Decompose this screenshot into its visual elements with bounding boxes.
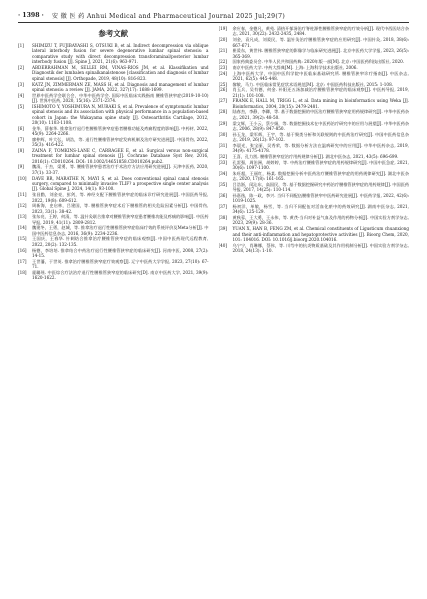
reference-item [219, 65, 410, 70]
reference-number: [25] [218, 81, 227, 87]
reference-number: [13] [18, 214, 27, 220]
reference-text: 肖玉兵，吴有德，何金. 补阳还五汤加减治疗腰椎管狭窄症的临床观察[J]. 中医药导报, 2019, 21(1): 101-108. [232, 87, 409, 98]
reference-number: [11] [18, 192, 27, 198]
reference-number: [3] [18, 81, 24, 87]
reference-number: [38] [218, 214, 227, 220]
reference-list-left [18, 43, 209, 281]
two-column-body [18, 26, 409, 591]
reference-text: ABDERRAHMAN M, SELLEI RM, VINAS-RIOS JM, et al. Klassifikation und Diagnostik der lumbalen spinalkanalstenose [classification and diagnosis of lumbar spinal stenosis] [J]. Orthopade, 2019, 48(10): 816-823. [32, 65, 209, 81]
reference-text: SHIMIZU T, FUJIBAYASHI S, OTSUKI B, et al. Indirect decompression via oblique lateral interbody fusion for severe degenerative lumbar spinal stenosis: a comparative study with direct decompression transforaminal/posterior lumbar interbody fusion [J]. Spine J, 2021, 21(6): 963-971. [32, 43, 209, 65]
reference-list-right [219, 26, 410, 254]
reference-text: ISHIMOTO Y, YOSHIMURA N, MURAKI S, et al. Prevalence of symptomatic lumbar spinal stenosis and its association with physical performance in a population-based cohort in Japan: the Wakayama spine study [J]. Osteoarthritis Cartilage, 2012, 20(10): 1103-1108. [32, 103, 209, 126]
reference-item [18, 248, 209, 259]
reference-item [219, 121, 410, 132]
reference-item [219, 48, 410, 59]
reference-item [18, 270, 209, 281]
reference-number: [31] [218, 142, 227, 148]
reference-text: 魏清，于杰，梁勇，等. 腰椎管狭窄患者治疗手术治疗方法应用研究进展[J]. 天津中医药, 2020, 37(1): 33-37. [32, 164, 209, 175]
reference-text: 王国庆，王春华. 针刺结合推拿治疗腰椎管狭窄症的临床观察[J]. 中国中医药现代远程教育, 2022, 20(2): 132-135. [32, 236, 209, 247]
reference-text: 朱旺超，王丽红，杨某. 数据挖掘分析中医药治疗腰椎管狭窄症的用药规律研究[J]. 湖北中医杂志, 2020, 17(8): 161-165. [232, 170, 409, 182]
reference-number: [5] [18, 103, 24, 109]
reference-text: ZAINA F, TOMKINS-LANE C, CARRAGEE E, et al. Surgical versus non-surgical treatment for lumbar spinal stenosis [J]. Cochrane Database Syst Rev, 2016, 2016(1): CD010264. DOI: 10.1002/14651858.CD010264.pub2. [32, 147, 209, 164]
reference-item [219, 215, 410, 226]
reference-item [18, 203, 209, 214]
reference-item [18, 93, 209, 104]
reference-text: 上海中医药大学，中国中医科学院中医临床基础研究所. 腰椎管狭窄诊疗指南[J]. 中医杂志, 2021, 62(5): 445-448. [232, 70, 409, 82]
reference-number: [32] [218, 153, 227, 159]
reference-number: [19] [218, 26, 227, 31]
reference-text: 乌宁宁，肖琳娜，蔡伟，等. 川芎中的抗炎物质基础及其作用机制分析[J]. 中国实验方剂学杂志, 2018, 24(13): 1-10. [232, 242, 409, 254]
reference-number: [33] [218, 159, 227, 165]
reference-number: [17] [18, 258, 27, 264]
reference-number: [36] [218, 192, 227, 198]
reference-number: [12] [18, 203, 27, 209]
reference-number: [21] [218, 48, 227, 54]
reference-text: 魏建冬，王勇，赵城，等. 推拿治疗退行性腰椎管狭窄症临床疗效的系统评价及Meta分析[J]. 中国中医药信息杂志, 2016, 36(9): 2234-2236. [32, 225, 209, 236]
reference-item [18, 126, 209, 137]
reference-number: [20] [218, 37, 227, 43]
left-column [18, 26, 209, 591]
reference-item [219, 226, 410, 242]
page-number: · 1398 · [18, 11, 44, 19]
reference-text: 黎敏，马力. 中医临床常见症状术语规范[M]. 北京: 中国医药科技出版社, 2015: 1-108. [232, 81, 394, 87]
reference-item [18, 43, 209, 65]
reference-text: 崔爱东，黄世伟. 腰椎管狭窄症的影像学与临床研究进展[J]. 北京中医药大学学报, 2023, 26(5): 365-369. [232, 48, 409, 59]
reference-number: [10] [18, 175, 27, 181]
reference-text: 张东亮，王婷，何清，等. 温针灸联合推拿对腰椎管狭窄症患者腰椎功能及疼痛的影响[J]. 中医药导报, 2019, 41(11): 2809-2812. [32, 214, 209, 225]
reference-number: [15] [18, 236, 27, 242]
reference-text: FRANK E, HALL M, TRIGG L, et al. Data mining in bioinformatics using Weka [J]. Bioinformatics, 2004, 20(15): 2479-2481. [232, 98, 409, 109]
reference-number: [1] [18, 43, 24, 48]
reference-number: [27] [218, 98, 227, 104]
reference-item [219, 26, 410, 37]
reference-item [18, 82, 209, 93]
reference-text: 陆春杰，李静，李卿，等. 基于数据挖掘的中医治疗腰椎管狭窄症用药规律研究[J]. 中华中医药杂志, 2021, 39(2): 48-50. [232, 109, 409, 120]
reference-text: 李晨光，张宝丽，吴秀荣，等. 数据分析方法在温病研究中的应用[J]. 中华中医药杂志, 2019, 34(9): 4175-4178. [232, 142, 409, 154]
reference-number: [22] [218, 59, 227, 65]
reference-item [219, 154, 410, 159]
reference-text: 金华，薛春华. 推拿治疗退行性腰椎管狭窄症患者腰椎功能及疼痛程度的影响[J]. 中药材, 2022, 45(9): 2264-2266. [32, 125, 209, 137]
reference-number: [9] [18, 164, 24, 170]
reference-text: 刘金，袁凡成，刘爱民，等. 温针灸治疗腰椎管狭窄症的应用研究[J]. 中国针灸, 2018, 38(6): 667-671. [232, 37, 409, 48]
reference-item [18, 225, 209, 236]
reference-text: 孙玉龙，梁军辉，王宇，等. 基于聚类分析和关联规则的中医药治疗研究[J]. 中国中医药信息杂志, 2019, 26(12): 97-102. [232, 131, 409, 143]
reference-number: [29] [218, 120, 227, 126]
reference-text: 王喜，孔力凯. 腰椎管狭窄症治疗用药规律分析[J]. 湖北中医杂志, 2021, 43(5): 696-699. [232, 153, 399, 159]
reference-number: [34] [218, 170, 227, 176]
reference-item [219, 87, 410, 98]
references-heading: 参考文献 [98, 29, 129, 38]
reference-number: [28] [218, 109, 227, 115]
reference-number: [39] [218, 226, 227, 232]
reference-item [219, 37, 410, 48]
reference-text: 世界中医药学会联合会，中华中医药学会. 国际中医临床实践指南 腰椎管狭窄症(2019-10-10)[J]. 世界中医药, 2020, 15(16): 2371-2374. [32, 92, 209, 104]
reference-item [18, 65, 209, 81]
reference-number: [35] [218, 181, 227, 187]
right-column [219, 26, 410, 591]
reference-number: [7] [18, 136, 24, 142]
reference-number: [16] [18, 247, 27, 253]
reference-item [18, 176, 209, 192]
reference-number: [24] [218, 70, 227, 76]
reference-text: 梁文辉，王小云，蔡少娟，等. 数据挖掘技术在中医药治疗研究中的应用与展望[J]. 中华中医药杂志, 2006, 28(9): 847-850. [232, 120, 409, 132]
reference-number: [30] [218, 131, 227, 137]
reference-text: 黄秋蓉，王大勇，王永伟，等. 黄芪-当归对补益气血及作用的药物分析[J]. 中国实验方剂学杂志, 2023, 29(9): 28-36. [232, 214, 409, 226]
reference-text: 杨德，李培培. 推拿结合中药治疗退行性腰椎管狭窄症的临床研究[J]. 河南中医, 2008, 27(2): 14-15. [32, 247, 209, 259]
reference-text: 廖仲辉，叶大弘，胡浩，等. 退行性腰椎管狭窄症发病机制及治疗研究进展[J]. 中国骨伤, 2022, 35(3): 416-422. [32, 136, 209, 148]
reference-item [219, 109, 410, 120]
reference-item [18, 236, 209, 247]
reference-text: KATZ JN, ZIMMERMAN ZE, MASS H, et al. Diagnosis and management of lumbar spinal stenosis: a review [J]. JAMA, 2022, 327(17): 1688-1699. [32, 81, 209, 92]
reference-text: 南京中医药大学. 中药大辞典[M]. 上海: 上海科学技术出版社, 2006. [232, 64, 358, 70]
reference-item [18, 259, 209, 270]
reference-item [18, 137, 209, 148]
reference-number: [18] [18, 269, 27, 275]
reference-item [219, 143, 410, 154]
reference-item [219, 160, 410, 171]
reference-item [219, 243, 410, 254]
reference-number: [6] [18, 125, 24, 131]
reference-item [219, 171, 410, 182]
reference-number: [37] [218, 203, 227, 209]
reference-number: [8] [18, 147, 24, 153]
reference-item [219, 59, 410, 64]
reference-text: 国家药典委员会. 中华人民共和国药典: 2020年版一部[M]. 北京: 中国医药科技出版社, 2020. [232, 59, 405, 65]
reference-item [18, 164, 209, 175]
reference-text: 孙嘉逸，陈一政，李兴. 当归不同配伍腰椎管狭窄中医药研究进展[J]. 中医药学报, 2022, 42(6): 1019-1025. [232, 192, 409, 204]
reference-item [18, 214, 209, 225]
journal-title: 安 徽 医 药 Anhui Medical and Pharmaceutical Journal 2025 Jul;29(7) [51, 12, 286, 20]
reference-item [219, 204, 410, 215]
reference-number: [23] [218, 64, 227, 70]
page-header [18, 8, 409, 23]
reference-text: YUAN X, HAN B, FENG ZM, et al. Chemical constituents of Ligusticum chuanxiong and their anti-inflammation and hepatoprotective activities [J]. Bioorg Chem, 2020, 101: 104016. DOI: 10.1016/j.bioorg.2020.104016. [232, 226, 409, 242]
reference-item [18, 148, 209, 164]
reference-text: 霍璐瑶. 中医综合疗法治疗退行性腰椎管狭窄症的临床研究[D]. 南京中医药大学, 2021, 39(9): 1620-1622. [32, 269, 209, 281]
reference-item [219, 182, 410, 193]
reference-text: 吕浩浙，闵沁东，高国民，等. 基于数据挖掘研究中药治疗腰椎管狭窄症的用药规律[J]. 中国医药导报, 2017, 14(25): 110-114. [232, 181, 409, 193]
reference-text: 王世藩，于世英. 推拿治疗腰椎管狭窄症疗效观察[J]. 辽宁中医药大学学报, 2023, 27(10): 67-71. [32, 258, 209, 270]
reference-item [219, 132, 410, 143]
reference-text: 孔雷强，周治洲，胡婷婷，等. 中药治疗腰椎管狭窄症的用药规律研究[J]. 中国中医急症, 2021, 30(6): 1097-1100. [232, 159, 409, 170]
reference-text: 杨初洋，单敏，杨雪，等. 当归不同配伍对活血化瘀中的药效研究[J]. 湖南中医杂志, 2021, 34(6): 125-129. [232, 203, 409, 215]
reference-item [219, 193, 410, 204]
reference-number: [4] [18, 92, 24, 98]
reference-number: [26] [218, 87, 227, 93]
reference-text: 张昌勤，刘金亮，彭剑，等. 神经支配下腰椎管狭窄症的临床诊疗研究进展[J]. 中国医药导报, 2022, 19(8): 609-612. [32, 192, 209, 203]
reference-item [219, 71, 410, 82]
reference-item [18, 192, 209, 203]
reference-number: [14] [18, 225, 27, 231]
reference-text: 余应春，金德凡，黄苑. 清热开郁汤治疗脊柱源性腰椎管狭窄症的疗效分析[J]. 现代中西医结合杂志, 2021, 30(22): 2432-2435, 2484. [232, 26, 409, 37]
reference-text: 周新海，史启林，吕建国，等. 腰椎管狭窄症术后下腰椎管的相关危险因素分析[J]. 中国骨伤, 2023, 33(1): 38-42. [32, 203, 209, 214]
reference-item [219, 98, 410, 109]
reference-item [18, 104, 209, 126]
reference-number: [2] [18, 65, 24, 70]
reference-text: DAVE BR, MARATHE N, MAYI S, et al. Does conventional spinal canal stenosis surgery, compared to minimally invasive TLIF? a prospective single center analysis [J]. Global Spine J, 2024, 14(1): 93-100. [32, 175, 209, 192]
reference-number: [40] [218, 242, 227, 248]
